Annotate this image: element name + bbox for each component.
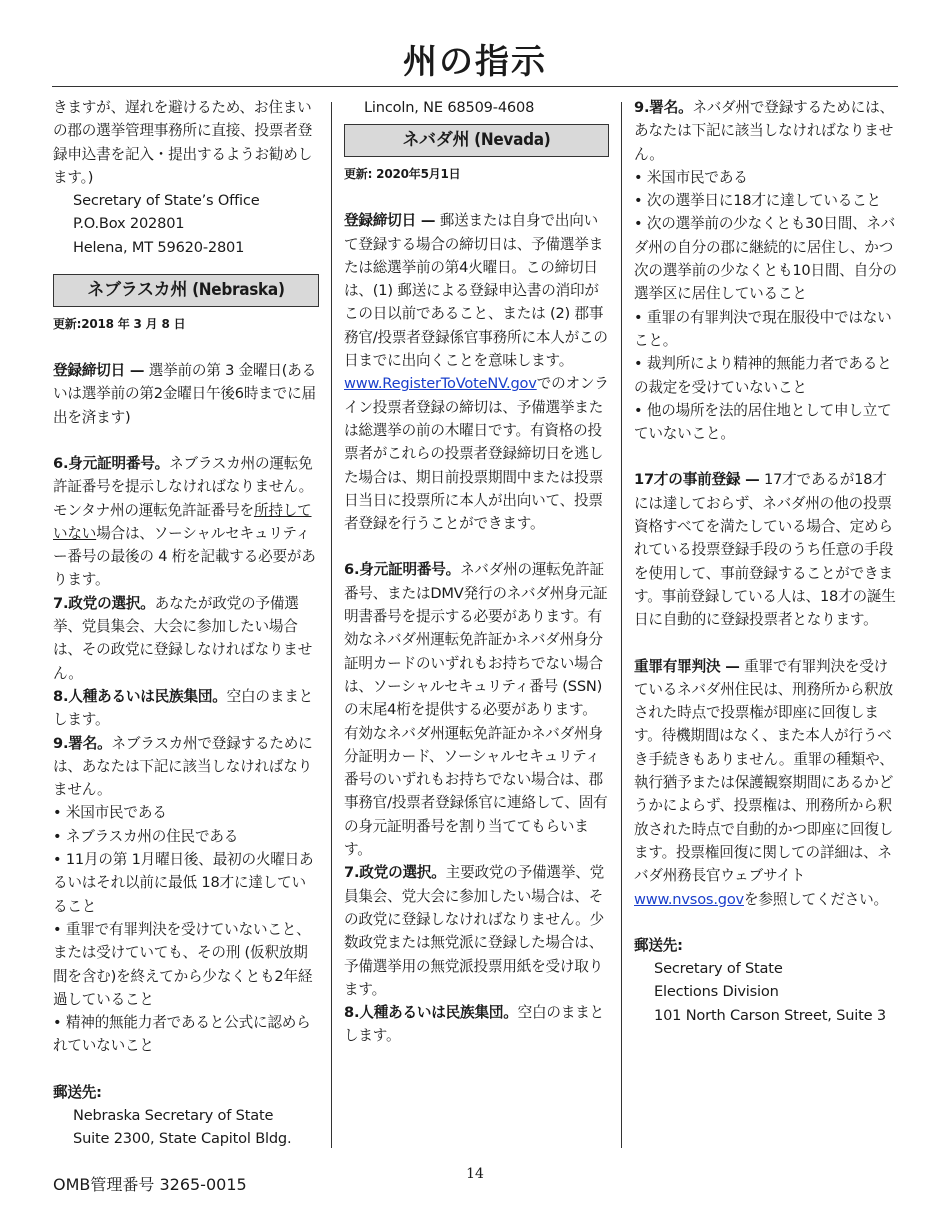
column-nevada-continued [634,96,900,1027]
nebraska-mailing-address [53,1104,319,1151]
mail-to-label [53,1081,319,1104]
nebraska-race-group [53,685,319,732]
nebraska-party-choice [53,592,319,685]
nebraska-heading: ネブラスカ州 (Nebraska) [53,274,319,307]
nevada-party-choice [344,861,609,1001]
id-underlined-text: 所持していない [53,501,312,542]
requirement-item: • 重罪で有罪判決を受けていないこと、または受けていても、その刑 (仮釈放期間を含む)を終えてから少なくとも2年経過していること [53,920,313,1008]
column-divider [331,102,332,1148]
nevada-race-group [344,1001,609,1048]
nebraska-updated-date: 更新:2018 年 3 月 8 日 [53,317,186,332]
page-number: 14 [466,1166,484,1182]
deadline-text: でのオンライン投票者登録の締切は、予備選挙または総選挙の前の木曜日です。有資格の投票者がこれらの投票者登録締切日を逃した場合は、期日前投票期間中または投票日当日に投票所に本人が出向いて、投票者登録を行うことができます。 [344,375,609,533]
address-line: Suite 2300, State Capitol Bldg. [73,1130,292,1148]
party-text: 主要政党の予備選挙、党員集会、党大会に参加したい場合は、その政党に登録しなければなりません。少数政党または無党派に登録した場合は、予備選挙用の無党派投票用紙を受け取ります。 [344,864,605,998]
signature-text: ネバダ州で登録するためには、あなたは下記に該当しなければなりません。 [634,99,894,163]
nvsos-link[interactable]: www.nvsos.gov [634,890,744,908]
montana-intro-text: きますが、遅れを避けるため、お住まいの郡の選挙管理事務所に直接、投票者登録申込書を記入・提出するようお勧めします。) [53,99,313,186]
requirement-item: • 他の場所を法的居住地として申し立てていないこと。 [634,401,892,443]
felony-text: を参照してください。 [744,890,888,908]
nevada-mailing-address [634,957,900,1027]
nevada-preregistration [634,468,900,631]
column-nevada [344,96,609,1048]
nevada-signature [634,96,900,166]
column-divider [621,102,622,1148]
preregistration-text: 17才であるが18才には達しておらず、ネバダ州の他の投票資格すべてを満たしている場合、定められている投票登録手段のうち任意の手段を使用して、事前登録することができます。事前登録している人は、18才の誕生日に自動的に登録投票者となります。 [634,471,896,629]
address-line: Helena, MT 59620-2801 [73,238,245,256]
felony-text: 重罪で有罪判決を受けているネバダ州住民は、刑務所から釈放された時点で投票権が即座に回復します。待機期間はなく、また本人が行うべき手続きもありません。重罪の種類や、執行猶予または保護観察期間にあるかどうかによらず、投票権は、刑務所から釈放された時点で自動的かつ即座に回復します。投票権回復に関しての詳細は、ネバダ州務長官ウェブサイト [634,657,894,885]
id-text: 場合は、ソーシャルセキュリティー番号の最後の 4 桁を記載する必要があります。 [53,524,316,589]
requirement-item: • 米国市民である [53,804,167,822]
nebraska-deadline [53,359,319,429]
requirement-item: • 次の選挙日に18才に達していること [634,192,881,210]
requirement-item: • ネブラスカ州の住民である [53,827,239,845]
deadline-text: 選挙前の第 3 金曜日(あるいは選挙前の第2金曜日午後6時までに届出を済ます) [53,362,317,426]
id-label: 6.身元証明番号。 [53,454,170,472]
address-line: P.O.Box 202801 [73,215,185,233]
mail-label: 郵送先: [634,936,683,954]
nebraska-signature [53,732,319,802]
party-text: あなたが政党の予備選挙、党員集会、大会に参加したい場合は、その政党に登録しなければなりません。 [53,594,313,682]
deadline-label: 登録締切日 — [53,362,145,380]
requirement-item: • 11月の第 1月曜日後、最初の火曜日あるいはそれ以前に最低 18才に達していること [53,851,314,915]
party-label: 7.政党の選択。 [344,864,446,882]
race-label: 8.人種あるいは民族集団。 [53,687,227,705]
race-label: 8.人種あるいは民族集団。 [344,1004,518,1022]
requirement-item: • 次の選挙前の少なくとも30日間、ネバダ州の自分の郡に継続的に居住し、かつ次の選挙前の少なくとも10日間、自分の選挙区に居住していること [634,215,897,303]
nevada-heading: ネバダ州 (Nevada) [344,124,609,157]
requirement-item: • 米国市民である [634,168,748,186]
id-text: ネブラスカ州の運転免許証番号を提示しなければなりません。モンタナ州の運転免許証番号を [53,454,313,519]
id-text: ネバダ州の運転免許証番号、またはDMV発行のネバダ州身元証明書番号を提示する必要があります。有効なネバダ州運転免許証かネバダ州身分証明カードのいずれもお持ちでない場合は、ソーシャルセキュリティ番号 (SSN) の末尾4桁を提供する必要があります。有効なネバダ州運転免許証かネバダ州身分証明カード、ソーシャルセキュリティ番号のいずれもお持ちでない場合は、郡事務官/投票者登録係官に連絡して、固有の身元証明番号を割り当ててもらいます。 [344,561,608,859]
address-line: 101 North Carson Street, Suite 3 [654,1006,886,1024]
address-line: Elections Division [654,983,779,1001]
mail-to-label [634,934,900,957]
requirement-item: • 裁判所により精神的無能力者であるとの裁定を受けていないこと [634,355,892,396]
montana-mailing-address [53,189,319,259]
race-text: 空白のままとします。 [344,1004,605,1045]
nevada-id-number [344,558,609,861]
nebraska-id-number [53,452,319,592]
signature-text: ネブラスカ州で登録するためには、あなたは下記に該当しなければなりません。 [53,734,313,799]
nevada-felony-conviction [634,655,900,911]
title-divider [52,86,898,87]
mail-label: 郵送先: [53,1083,102,1101]
signature-label: 9.署名。 [53,734,112,752]
omb-control-number: OMB管理番号 3265-0015 [53,1175,247,1194]
signature-label: 9.署名。 [634,99,693,116]
page-title: 州の指示 [403,42,547,82]
requirement-item: • 精神的無能力者であると公式に認められていないこと [53,1014,311,1055]
register-to-vote-link[interactable]: www.RegisterToVoteNV.gov [344,375,537,393]
address-line: Secretary of State [654,960,783,978]
felony-label: 重罪有罪判決 — [634,657,740,675]
address-line: Nebraska Secretary of State [73,1106,274,1124]
address-line: Secretary of State’s Office [73,192,260,210]
nevada-deadline [344,209,609,535]
race-text: 空白のままとします。 [53,687,314,729]
address-line: Lincoln, NE 68509-4608 [364,99,535,116]
id-label: 6.身元証明番号。 [344,561,461,579]
nevada-updated-date: 更新: 2020年5月1日 [344,167,461,182]
deadline-label: 登録締切日 — [344,212,436,230]
column-montana-nebraska [53,96,319,1151]
requirement-item: • 重罪の有罪判決で現在服役中ではないこと。 [634,308,892,349]
preregistration-label: 17才の事前登録 — [634,471,760,489]
deadline-text: 郵送または自身で出向いて登録する場合の締切日は、予備選挙または総選挙前の第4火曜日。この締切日は、(1) 郵送による登録申込書の消印がこの日以前であること、または (2) 郡事務官/投票者登録係官事務所に本人がこの日までに出向くことを意味します。 [344,212,608,370]
party-label: 7.政党の選択。 [53,594,155,612]
